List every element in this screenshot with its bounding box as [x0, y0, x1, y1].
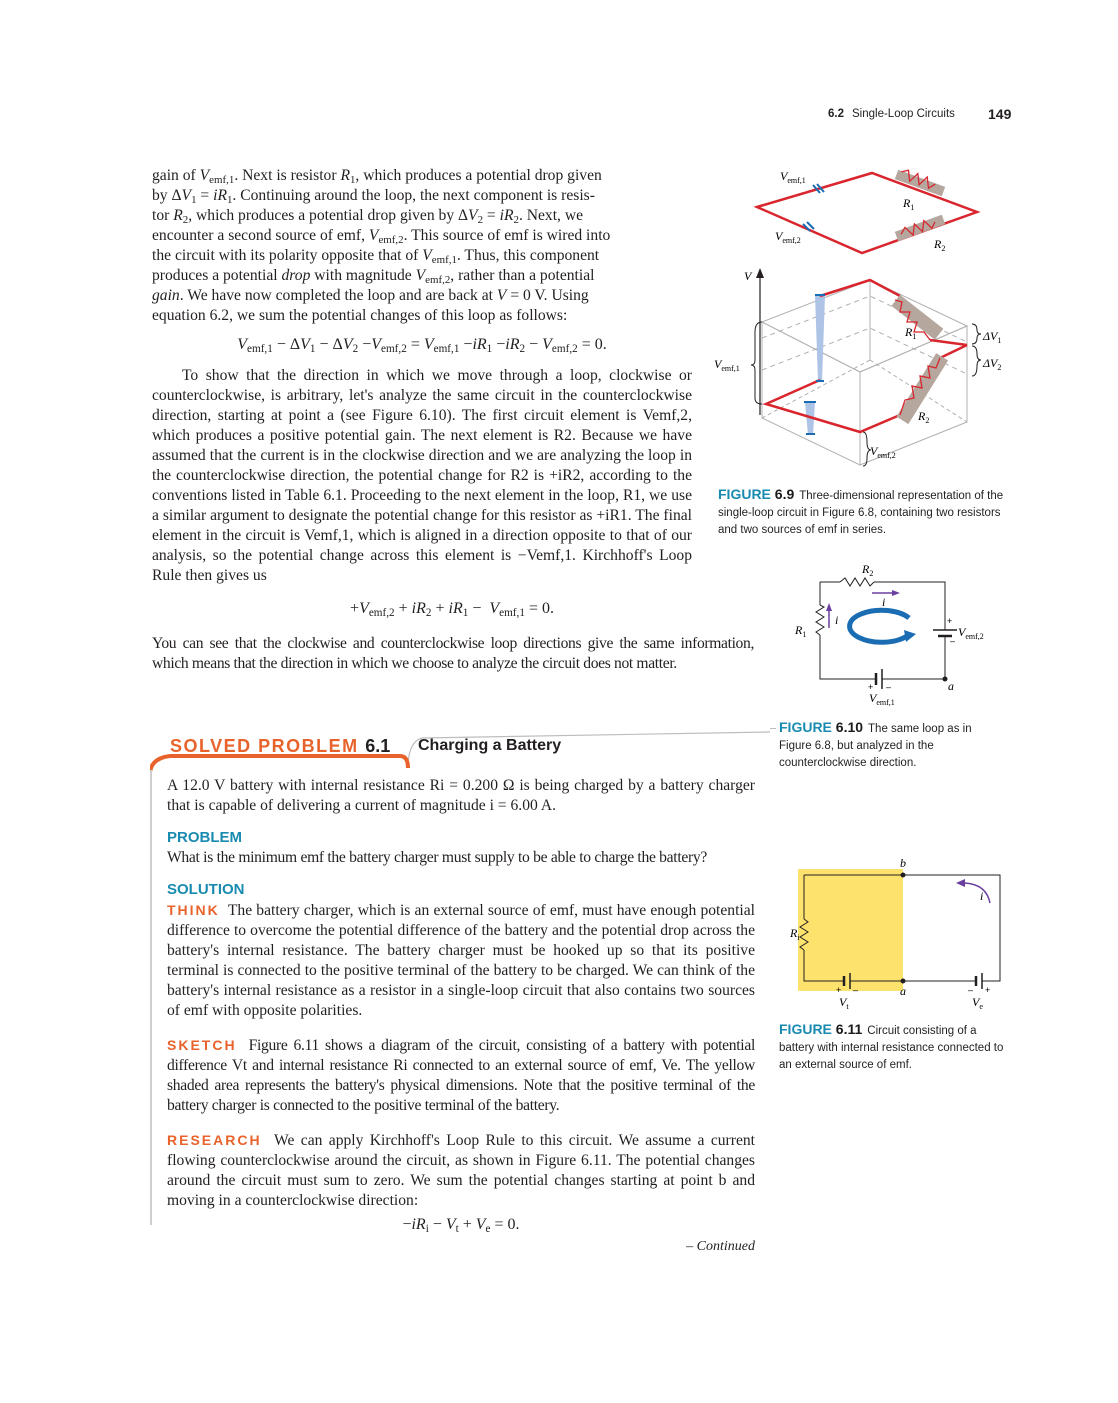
- solved-problem-rule: [150, 770, 152, 1225]
- svg-text:–: –: [853, 985, 859, 995]
- v-axis-arrow-icon: [756, 268, 764, 278]
- svg-text:R2: $R_2$: [862, 562, 874, 578]
- svg-text:–: –: [968, 985, 974, 995]
- figure-6-9-caption: FIGURE 6.9 Three-dimensional representation of the single-loop circuit in Figure 6.8, containing two resistors and two sources of emf in series.: [718, 486, 1004, 536]
- paragraph-1: [152, 166, 692, 326]
- figure-label: FIGURE 6.10: [779, 719, 864, 735]
- figure-6-11-caption: FIGURE 6.11 Circuit consisting of a battery with internal resistance connected to an external source of emf.: [779, 1021, 1004, 1071]
- svg-text:+: +: [985, 985, 991, 995]
- problem-text: What is the minimum emf the battery charger must supply to be able to charge the battery?: [167, 849, 707, 866]
- paragraph-line: gain of $V_{emf,1}$. Next is resistor $R_1$, which produces a potential drop given: [152, 167, 602, 186]
- running-header: [828, 108, 955, 120]
- solved-problem-number: 6.1: [365, 736, 391, 756]
- svg-text:+: +: [868, 682, 874, 692]
- svg-text:Ve: $V_e$: [972, 995, 983, 1011]
- solved-problem-label: SOLVED PROBLEM 6.1: [170, 736, 391, 756]
- svg-text:V: V: [744, 269, 752, 283]
- flat-loop: [757, 168, 977, 253]
- emf1-shade: [815, 295, 825, 382]
- svg-text:i: i: [980, 889, 984, 903]
- equation-2: $+V_{emf,2} + iR_2 + iR_1 - V_{emf,1} = 0$.: [350, 600, 554, 619]
- page-number: 149: [988, 106, 1012, 122]
- section-title: Single-Loop Circuits: [852, 108, 955, 120]
- think-label: THINK: [167, 902, 220, 918]
- svg-text:–: –: [886, 682, 892, 692]
- svg-text:a: a: [900, 984, 906, 998]
- figure-6-11-diagram: [790, 855, 1020, 1015]
- svg-text:+: +: [836, 985, 842, 995]
- figure-6-9-diagram: [700, 160, 1020, 480]
- paragraph-line: the circuit with its polarity opposite that of $V_{emf,1}$. Thus, this component: [152, 247, 600, 266]
- paragraph-text: To show that the direction in which we move through a loop, clockwise or counterclockwise, is arbitrary, let's analyze the same circuit in the counterclockwise direction, starting at point a (see Figure 6.10). The first circuit element is Vemf,2, which produces a positive potential gain. The next element is R2. Because we have assumed that the current is in the clockwise direction and we are analyzing the loop in the counterclockwise direction, the potential change for R2 is +iR2, according to the conventions listed in Table 6.1. Proceeding to the next element in the loop, R1, we use a similar argument to designate the potential change for this resistor as +iR1. The final element in the circuit is Vemf,1, which is aligned in a direction opposite to that of our analysis, so the potential change across this element is −Vemf,1. Kirchhoff's Loop Rule then gives us: [152, 367, 692, 584]
- solved-problem-body: [167, 776, 755, 1257]
- loop-direction-icon: [850, 610, 909, 642]
- current-arrow-icon: [892, 590, 900, 596]
- problem-heading: PROBLEM: [167, 829, 242, 846]
- svg-text:Vemf,2: $V_{emf,2}$: [870, 444, 896, 460]
- svg-text:a: a: [948, 679, 954, 693]
- svg-text:R1: $R_1$: [903, 196, 915, 212]
- svg-text:+: +: [947, 616, 953, 626]
- svg-text:Vemf,2: $V_{emf,2}$: [775, 229, 801, 245]
- solved-problem-title: Charging a Battery: [418, 737, 562, 754]
- svg-text:b: b: [900, 856, 906, 870]
- problem-intro: A 12.0 V battery with internal resistance Ri = 0.200 Ω is being charged by a battery charger that is capable of delivering a current of magnitude i = 6.00 A.: [167, 777, 755, 814]
- solved-problem-header: [150, 730, 770, 770]
- paragraph-line: tor $R_2$, which produces a potential drop given by $\Delta V_2 = iR_2$. Next, we: [152, 207, 584, 226]
- figure-6-10-diagram: [790, 560, 1020, 710]
- svg-text:i: i: [882, 595, 886, 609]
- svg-text:Ri: $R_i$: [790, 926, 800, 942]
- svg-text:Vemf,2: $V_{emf,2}$: [958, 625, 984, 641]
- research-label: RESEARCH: [167, 1132, 262, 1148]
- svg-text:–: –: [950, 636, 956, 646]
- svg-text:R1: $R_1$: [795, 623, 807, 639]
- paragraph-line: by $\Delta V_1 = iR_1$. Continuing around the loop, the next component is resis-: [152, 187, 595, 206]
- paragraph-2: [152, 366, 692, 586]
- current-arrow-icon: [956, 879, 965, 887]
- current-arrow-up-icon: [826, 603, 832, 611]
- paragraph-line: equation 6.2, we sum the potential changes of this loop as follows:: [152, 307, 568, 324]
- svg-text:Vemf,1: $V_{emf,1}$: [869, 691, 895, 707]
- continued-note: – Continued: [686, 1239, 755, 1254]
- svg-text:R2: $R_2$: [934, 237, 946, 253]
- svg-text:ΔV2: $\Delta V_2$: [983, 356, 1002, 372]
- figure-label: FIGURE 6.9: [718, 486, 795, 502]
- svg-text:R2: $R_2$: [918, 409, 930, 425]
- svg-text:ΔV1: $\Delta V_1$: [983, 329, 1002, 345]
- section-number: 6.2: [828, 108, 844, 120]
- solution-heading: SOLUTION: [167, 881, 245, 898]
- svg-text:Vemf,1: $V_{emf,1}$: [714, 357, 740, 373]
- paragraph-3: [152, 634, 754, 674]
- svg-text:i: i: [835, 613, 839, 627]
- figure-label: FIGURE 6.11: [779, 1021, 863, 1037]
- sketch-paragraph: SKETCH Figure 6.11 shows a diagram of the circuit, consisting of a battery with potential difference Vt and internal resistance Ri connected to an external source of emf, Ve. The yellow shaded area represents the battery's physical dimensions. Note that the positive terminal of the battery charger is connected to the positive terminal of the battery.: [167, 1037, 755, 1114]
- figure-6-10-caption: FIGURE 6.10 The same loop as in Figure 6.8, but analyzed in the counterclockwise direction.: [779, 719, 972, 769]
- caption-rule: [770, 728, 776, 729]
- paragraph-text: You can see that the clockwise and counterclockwise loop directions give the same information, which means that the direction in which we choose to analyze the circuit does not matter.: [152, 635, 754, 672]
- svg-text:R1: $R_1$: [905, 325, 917, 341]
- paragraph-line: produces a potential drop with magnitude $V_{emf,2}$, rather than a potential: [152, 267, 595, 286]
- think-paragraph: THINK The battery charger, which is an external source of emf, must have enough potential difference to overcome the potential difference of the battery and the potential drop across the battery's internal resistance. The battery charger must be hooked up so that its positive terminal is connected to the positive terminal of the battery to be charged. We can think of the battery's internal resistance as a resistor in a single-loop circuit that also contains two sources of emf with opposite polarities.: [167, 902, 756, 1019]
- research-paragraph: RESEARCH We can apply Kirchhoff's Loop Rule to this circuit. We assume a current flowing counterclockwise around the circuit, as shown in Figure 6.11. The potential changes around the circuit must sum to zero. We sum the potential changes starting at point b and moving in a counterclockwise direction:: [167, 1132, 755, 1209]
- battery-shaded-area: [798, 869, 903, 991]
- paragraph-line: encounter a second source of emf, $V_{emf,2}$. This source of emf is wired into: [152, 227, 611, 246]
- equation-1: $V_{emf,1} - \Delta V_1 - \Delta V_2 -V_{emf,2} = V_{emf,1} -iR_1 -iR_2 - V_{emf,2} = 0$.: [237, 336, 607, 355]
- sketch-label: SKETCH: [167, 1037, 237, 1053]
- solved-equation: $-iR_i - V_t + V_e = 0$.: [402, 1216, 520, 1235]
- paragraph-line: gain. We have now completed the loop and are back at V = 0 V. Using: [152, 287, 589, 304]
- svg-text:Vt: $V_t$: [839, 995, 849, 1011]
- svg-text:Vemf,1: $V_{emf,1}$: [780, 169, 806, 185]
